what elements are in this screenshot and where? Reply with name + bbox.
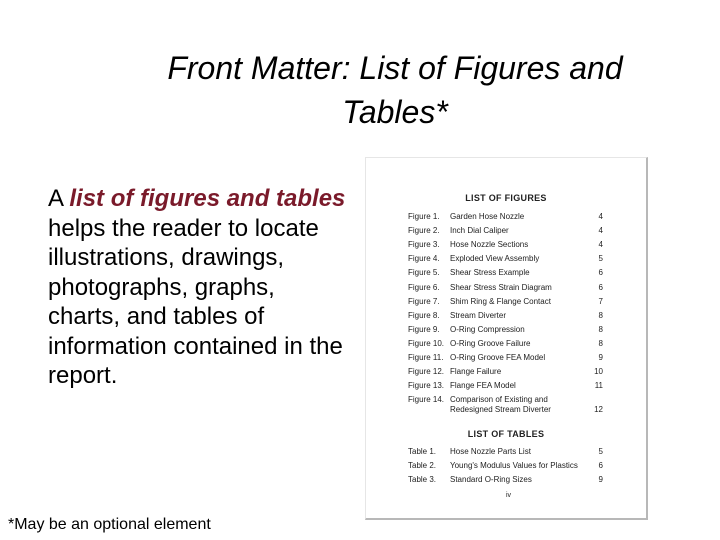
figure-label: Figure 4. — [408, 254, 440, 264]
figure-row — [366, 283, 646, 295]
table-page: 9 — [598, 475, 603, 484]
figure-title: Stream Diverter — [450, 310, 507, 320]
body-prefix: A — [48, 185, 70, 212]
table-row — [366, 475, 646, 487]
figure-label: Figure 12. — [408, 367, 445, 377]
figure-title: Comparison of Existing and — [450, 395, 548, 405]
page-number: iv — [506, 492, 512, 499]
table-title: Standard O-Ring Sizes — [450, 475, 532, 484]
figure-page: 4 — [598, 226, 603, 236]
body-suffix: helps the reader to locate illustrations, drawings, photographs, graphs, charts, and tables of information contained in the report. — [48, 214, 343, 389]
figure-page: 11 — [594, 381, 603, 391]
body-highlight: list of figures and tables — [69, 185, 346, 212]
figure-row — [366, 381, 646, 393]
figure-title: Shear Stress Strain Diagram — [450, 282, 552, 292]
figure-title: Shear Stress Example — [450, 268, 530, 278]
figure-label: Figure 9. — [408, 324, 440, 334]
figures-heading: LIST OF FIGURES — [465, 193, 547, 203]
figure-title-continued: Redesigned Stream Diverter — [450, 405, 551, 415]
figure-title: Flange FEA Model — [450, 381, 516, 391]
figure-row — [366, 226, 646, 238]
figure-title: Inch Dial Caliper — [450, 226, 509, 236]
figure-title: O-Ring Groove FEA Model — [450, 353, 546, 362]
figure-title: O-Ring Compression — [450, 324, 525, 334]
figure-label: Figure 7. — [408, 296, 440, 306]
slide-title — [60, 46, 720, 134]
body-paragraph — [48, 184, 348, 391]
figure-label: Figure 1. — [408, 212, 440, 221]
figure-page: 4 — [598, 212, 603, 221]
figure-row — [366, 268, 646, 280]
figure-label: Figure 11. — [408, 353, 444, 362]
figure-row — [366, 311, 646, 323]
figure-title: Exploded View Assembly — [450, 254, 540, 264]
figure-page: 12 — [594, 405, 603, 415]
table-page: 5 — [598, 447, 603, 456]
table-page: 6 — [598, 461, 603, 470]
figure-label: Figure 8. — [408, 310, 440, 320]
figure-row — [366, 240, 646, 252]
tables-heading: LIST OF TABLES — [467, 429, 545, 439]
figure-label: Figure 10. — [408, 338, 445, 348]
slide-title-line-2: Tables* — [342, 94, 448, 130]
figure-page: 8 — [598, 324, 603, 334]
table-row — [366, 447, 646, 459]
figure-page: 8 — [598, 338, 603, 348]
figure-page: 5 — [598, 254, 603, 264]
figure-row — [366, 254, 646, 266]
figure-title: Hose Nozzle Sections — [450, 240, 529, 250]
table-label: Table 1. — [408, 447, 437, 456]
figure-label: Figure 13. — [408, 381, 445, 391]
figure-page: 10 — [594, 367, 603, 377]
figure-page: 4 — [598, 240, 603, 250]
figure-row — [366, 339, 646, 351]
table-row — [366, 461, 646, 473]
figure-label: Figure 14. — [408, 395, 445, 405]
figure-page: 6 — [598, 282, 603, 292]
figure-label: Figure 3. — [408, 240, 440, 250]
figure-title: O-Ring Groove Failure — [450, 338, 531, 348]
slide-title-line-1: Front Matter: List of Figures and — [167, 50, 623, 86]
table-title: Hose Nozzle Parts List — [450, 447, 531, 456]
figure-label: Figure 2. — [408, 226, 440, 236]
table-label: Table 2. — [408, 461, 437, 470]
table-title: Young's Modulus Values for Plastics — [450, 461, 578, 470]
figure-row — [366, 353, 646, 365]
table-label: Table 3. — [408, 475, 437, 484]
footnote: *May be an optional element — [8, 516, 211, 533]
figure-label: Figure 5. — [408, 268, 440, 278]
figure-page: 8 — [598, 310, 603, 320]
figure-row — [366, 367, 646, 379]
figure-label: Figure 6. — [408, 282, 440, 292]
figure-page: 6 — [598, 268, 603, 278]
figure-row — [366, 325, 646, 337]
figure-page: 7 — [598, 296, 603, 306]
figure-page: 9 — [598, 353, 603, 362]
figure-row — [366, 395, 646, 415]
figure-row — [366, 297, 646, 309]
figure-title: Flange Failure — [450, 367, 502, 377]
figure-row — [366, 212, 646, 224]
figure-title: Shim Ring & Flange Contact — [450, 296, 551, 306]
figure-title: Garden Hose Nozzle — [450, 212, 525, 221]
document-preview — [365, 157, 648, 520]
